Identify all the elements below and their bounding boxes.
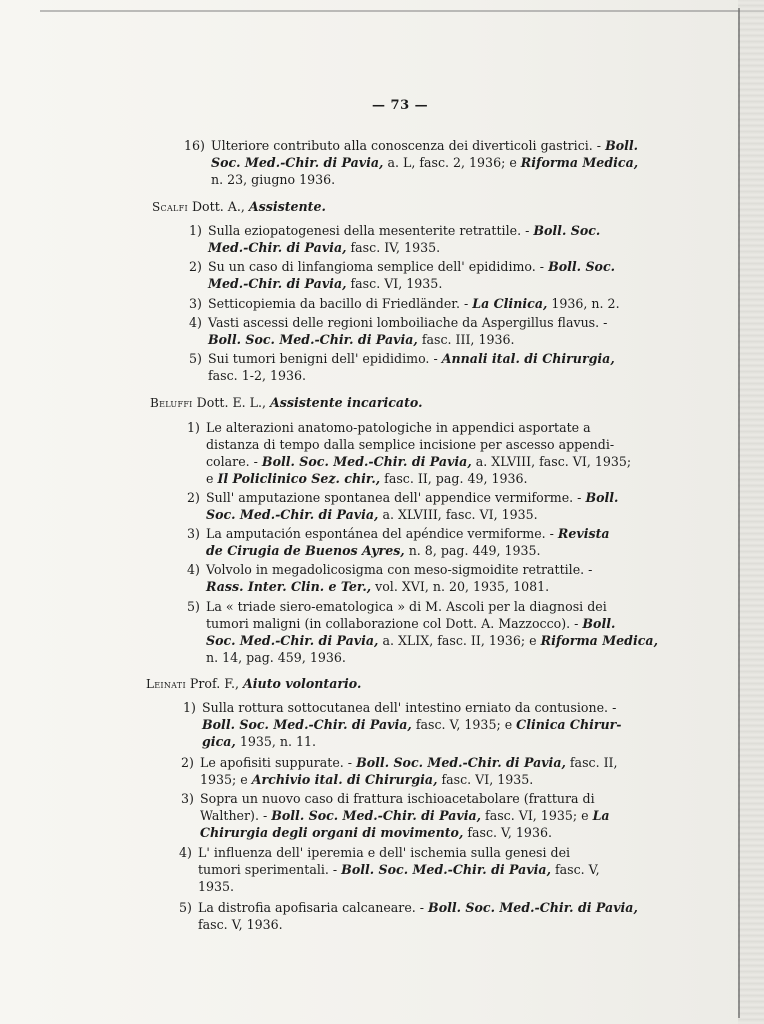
- entry-number: 2): [189, 259, 202, 274]
- journal-title: Boll. Soc. Med.-Chir. di Pavia,: [271, 808, 482, 823]
- entry-line: [208, 258, 615, 275]
- journal-title: Soc. Med.-Chir. di Pavia,: [211, 155, 384, 170]
- entry-line: [198, 861, 600, 878]
- entry-number: 5): [187, 599, 200, 614]
- entry-text: e: [206, 471, 218, 486]
- journal-title: Clinica Chirur-: [516, 717, 622, 732]
- page-right-border: [738, 8, 740, 1018]
- journal-title: Revista: [557, 526, 610, 541]
- journal-title: Boll. Soc. Med.-Chir. di Pavia,: [341, 862, 551, 877]
- entry-text: Le apofisiti suppurate. -: [200, 755, 357, 770]
- journal-title: Boll. Soc. Med.-Chir. di Pavia,: [428, 900, 638, 915]
- entry-text: fasc. V, 1935; e: [411, 717, 517, 732]
- entry-line: Sulla rottura sottocutanea dell' intestino erniato da contusione. -: [202, 700, 617, 715]
- entry-line: [206, 453, 631, 470]
- entry-line: [198, 899, 638, 916]
- author-heading: [152, 198, 326, 216]
- journal-title: Rass. Inter. Clin. e Ter.,: [206, 579, 372, 594]
- entry-number: 3): [187, 526, 200, 541]
- journal-title: Med.-Chir. di Pavia,: [208, 240, 347, 255]
- entry-text: La distrofia apofisaria calcaneare. -: [198, 900, 429, 915]
- entry-text: fasc. VI, 1935; e: [481, 808, 593, 823]
- author-role: Aiuto volontario.: [243, 676, 362, 691]
- journal-title: Boll.: [585, 490, 619, 505]
- entry-text: Walther). -: [200, 808, 272, 823]
- entry-line: [208, 222, 600, 239]
- entry-line: [200, 771, 533, 788]
- author-surname: Beluffi: [150, 396, 193, 410]
- entry-line: [211, 154, 638, 171]
- author-title: Dott. E. L.,: [192, 395, 271, 410]
- journal-title: Boll. Soc.: [533, 223, 601, 238]
- entry-number: 16): [184, 138, 205, 153]
- author-title: Dott. A.,: [187, 199, 249, 214]
- author-role: Assistente incaricato.: [270, 395, 423, 410]
- entry-number: 5): [189, 351, 202, 366]
- journal-title: Archivio ital. di Chirurgia,: [251, 772, 438, 787]
- entry-line: Sopra un nuovo caso di frattura ischioacetabolare (frattura di: [200, 791, 595, 806]
- entry-text: La amputación espontánea del apéndice vermiforme. -: [206, 526, 558, 541]
- entry-line: fasc. 1-2, 1936.: [208, 368, 307, 383]
- journal-title: La Clinica,: [472, 296, 548, 311]
- author-surname: Leinati: [146, 677, 186, 691]
- entry-line: Vasti ascessi delle regioni lomboiliache da Aspergillus flavus. -: [208, 315, 608, 330]
- entry-line: [208, 295, 620, 312]
- journal-title: Soc. Med.-Chir. di Pavia,: [206, 507, 379, 522]
- entry-text: fasc. V, 1936.: [463, 825, 552, 840]
- entry-line: [200, 807, 610, 824]
- journal-title: Med.-Chir. di Pavia,: [208, 276, 347, 291]
- journal-title: Soc. Med.-Chir. di Pavia,: [206, 633, 379, 648]
- entry-text: fasc. VI, 1935.: [437, 772, 534, 787]
- entry-line: [208, 239, 440, 256]
- entry-line: Volvolo in megadolicosigma con meso-sigmoidite retrattile. -: [206, 562, 593, 577]
- entry-text: fasc. VI, 1935.: [346, 276, 443, 291]
- author-title: Prof. F.,: [185, 676, 243, 691]
- entry-number: 4): [179, 845, 192, 860]
- journal-title: Boll. Soc.: [548, 259, 615, 274]
- entry-text: n. 8, pag. 449, 1935.: [404, 543, 541, 558]
- book-spine-edge: [738, 0, 764, 1024]
- author-heading: [150, 394, 422, 412]
- entry-text: a. XLIX, fasc. II, 1936; e: [378, 633, 541, 648]
- page-top-edge: [40, 0, 764, 12]
- entry-line: [206, 578, 549, 595]
- journal-title: La: [592, 808, 610, 823]
- entry-text: fasc. II,: [565, 755, 618, 770]
- journal-title: Riforma Medica,: [540, 633, 658, 648]
- entry-number: 2): [181, 755, 194, 770]
- page-number: — 73 —: [372, 98, 429, 113]
- entry-text: fasc. IV, 1935.: [346, 240, 441, 255]
- entry-number: 3): [189, 296, 202, 311]
- journal-title: Boll. Soc. Med.-Chir. di Pavia,: [202, 717, 412, 732]
- entry-number: 3): [181, 791, 194, 806]
- author-heading: [146, 675, 361, 693]
- entry-line: [200, 824, 552, 841]
- entry-text: 1935; e: [200, 772, 252, 787]
- entry-text: colare. -: [206, 454, 262, 469]
- entry-text: Sulla eziopatogenesi della mesenterite retrattile. -: [208, 223, 534, 238]
- journal-title: Il Policlinico Sez. chir.,: [217, 471, 381, 486]
- entry-line: n. 23, giugno 1936.: [211, 172, 336, 187]
- entry-text: Ulteriore contributo alla conoscenza dei diverticoli gastrici. -: [211, 138, 606, 153]
- entry-line: n. 14, pag. 459, 1936.: [206, 650, 346, 665]
- entry-line: [206, 506, 538, 523]
- entry-text: fasc. III, 1936.: [417, 332, 515, 347]
- entry-text: Sui tumori benigni dell' epididimo. -: [208, 351, 442, 366]
- entry-text: Su un caso di linfangioma semplice dell' epididimo. -: [208, 259, 549, 274]
- journal-title: gica,: [202, 734, 236, 749]
- author-surname: Scalfi: [152, 200, 188, 214]
- entry-line: [208, 275, 442, 292]
- entry-number: 4): [189, 315, 202, 330]
- entry-line: [206, 470, 528, 487]
- entry-line: [202, 733, 316, 750]
- entry-line: distanza di tempo dalla semplice incisione per ascesso appendi-: [206, 437, 615, 452]
- entry-line: [206, 632, 658, 649]
- entry-text: fasc. V,: [550, 862, 600, 877]
- entry-line: [208, 331, 515, 348]
- entry-line: 1935.: [198, 879, 235, 894]
- journal-title: Annali ital. di Chirurgia,: [441, 351, 615, 366]
- entry-text: 1936, n. 2.: [547, 296, 620, 311]
- entry-text: 1935, n. 11.: [235, 734, 317, 749]
- entry-number: 4): [187, 562, 200, 577]
- entry-line: [200, 754, 618, 771]
- journal-title: Boll. Soc. Med.-Chir. di Pavia,: [356, 755, 566, 770]
- entry-text: tumori maligni (in collaborazione col Dott. A. Mazzocco). -: [206, 616, 583, 631]
- entry-number: 5): [179, 900, 192, 915]
- journal-title: Boll.: [605, 138, 639, 153]
- journal-title: Boll.: [582, 616, 616, 631]
- entry-line: [206, 489, 618, 506]
- entry-number: 2): [187, 490, 200, 505]
- entry-number: 1): [189, 223, 202, 238]
- entry-line: La « triade siero-ematologica » di M. Ascoli per la diagnosi dei: [206, 599, 607, 614]
- journal-title: de Cirugia de Buenos Ayres,: [206, 543, 405, 558]
- entry-line: fasc. V, 1936.: [198, 917, 283, 932]
- entry-line: [206, 615, 615, 632]
- journal-title: Boll. Soc. Med.-Chir. di Pavia,: [261, 454, 472, 469]
- entry-line: L' influenza dell' iperemia e dell' ischemia sulla genesi dei: [198, 845, 571, 860]
- entry-text: fasc. II, pag. 49, 1936.: [380, 471, 528, 486]
- entry-text: Sull' amputazione spontanea dell' appendice vermiforme. -: [206, 490, 586, 505]
- journal-title: Chirurgia degli organi di movimento,: [200, 825, 464, 840]
- entry-text: tumori sperimentali. -: [198, 862, 342, 877]
- entry-text: a. XLVIII, fasc. VI, 1935.: [378, 507, 538, 522]
- journal-title: Riforma Medica,: [520, 155, 639, 170]
- entry-number: 1): [183, 700, 196, 715]
- author-role: Assistente.: [248, 199, 326, 214]
- entry-number: 1): [187, 420, 200, 435]
- entry-line: Le alterazioni anatomo-patologiche in appendici asportate a: [206, 420, 591, 435]
- entry-text: vol. XVI, n. 20, 1935, 1081.: [371, 579, 550, 594]
- entry-text: a. L, fasc. 2, 1936; e: [383, 155, 521, 170]
- entry-text: Setticopiemia da bacillo di Friedländer. -: [208, 296, 473, 311]
- entry-line: [206, 542, 541, 559]
- entry-line: [208, 350, 615, 367]
- entry-text: a. XLVIII, fasc. VI, 1935;: [471, 454, 632, 469]
- entry-line: [202, 716, 622, 733]
- entry-line: [211, 137, 638, 154]
- entry-line: [206, 525, 610, 542]
- journal-title: Boll. Soc. Med.-Chir. di Pavia,: [208, 332, 418, 347]
